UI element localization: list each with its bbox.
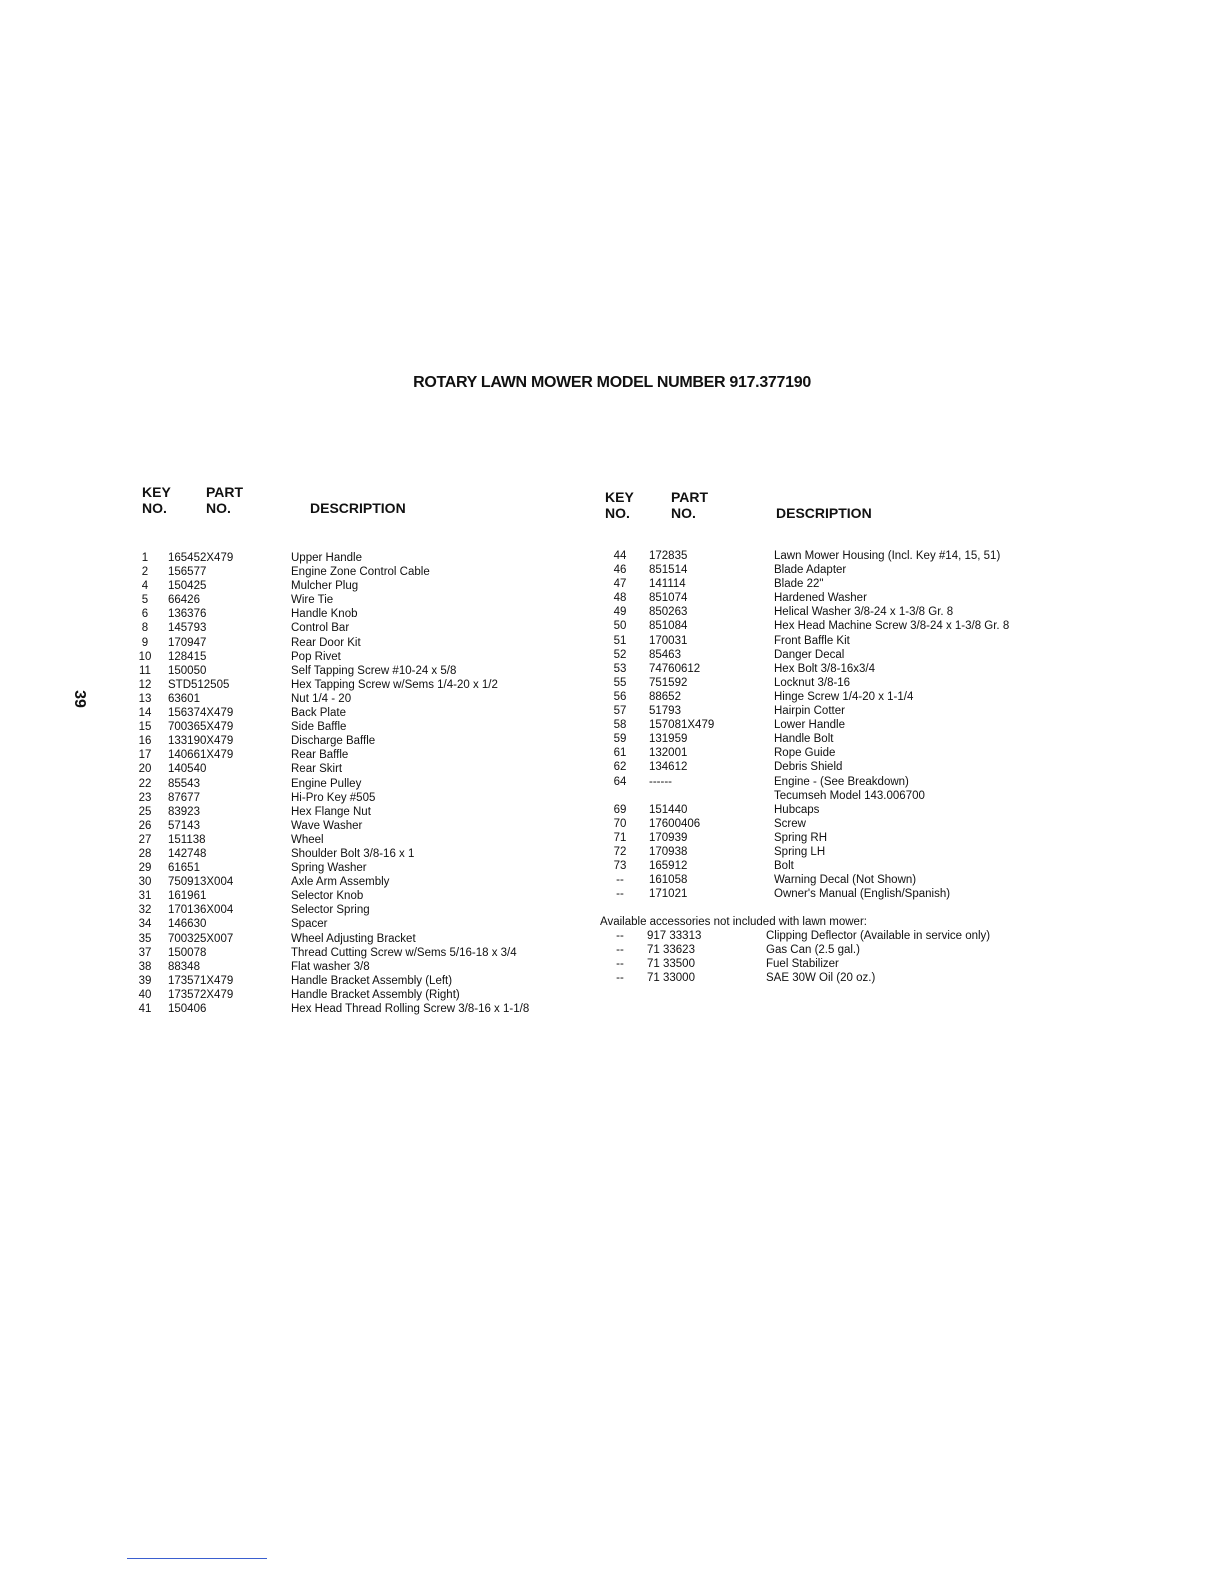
parts-row	[133, 791, 583, 805]
part-description: Hubcaps	[774, 803, 820, 816]
part-number: 85543	[168, 777, 200, 790]
part-number: 150078	[168, 946, 207, 959]
part-description: Rear Skirt	[291, 763, 343, 776]
key-number: 32	[138, 904, 152, 917]
parts-row	[133, 875, 583, 889]
part-description: Flat washer 3/8	[291, 960, 370, 973]
part-number: 142748	[168, 847, 207, 860]
parts-row	[133, 777, 583, 791]
part-number: 134612	[649, 761, 688, 774]
part-number: 57143	[168, 819, 200, 832]
parts-row	[608, 971, 1058, 985]
part-number: 88652	[649, 690, 681, 703]
part-description: Control Bar	[291, 622, 350, 635]
part-number: 66426	[168, 594, 200, 607]
part-description: Wheel Adjusting Bracket	[291, 932, 416, 945]
parts-row	[133, 734, 583, 748]
parts-row	[133, 974, 583, 988]
part-description: Upper Handle	[291, 552, 362, 564]
parts-row	[133, 650, 583, 664]
part-description: Handle Bolt	[774, 733, 834, 746]
part-description: Engine Pulley	[291, 777, 362, 790]
key-number: --	[616, 930, 624, 942]
left-description-header: DESCRIPTION	[310, 500, 406, 516]
key-number: 38	[138, 960, 152, 973]
parts-row	[608, 577, 1058, 591]
part-number: 146630	[168, 918, 207, 931]
part-number: 151440	[649, 803, 688, 816]
part-description: Engine Zone Control Cable	[291, 566, 430, 579]
parts-row	[133, 762, 583, 776]
part-description: Wheel	[291, 833, 324, 846]
part-number: 161961	[168, 890, 207, 903]
key-number: 5	[141, 594, 149, 607]
key-number: 41	[138, 1003, 152, 1015]
key-number: --	[616, 888, 624, 901]
part-description: Warning Decal (Not Shown)	[774, 874, 917, 887]
part-description: Bolt	[774, 860, 794, 873]
parts-row	[608, 943, 1058, 957]
parts-row	[608, 718, 1058, 732]
parts-row	[608, 775, 1058, 789]
key-number: 9	[141, 636, 149, 649]
part-number: 140540	[168, 763, 207, 776]
part-description: Nut 1/4 - 20	[291, 692, 352, 705]
part-number: 170031	[649, 634, 688, 647]
part-description: Back Plate	[291, 707, 346, 720]
key-number: 58	[613, 719, 627, 732]
key-number: 53	[613, 662, 627, 675]
key-number: 35	[138, 932, 152, 945]
parts-row	[133, 607, 583, 621]
part-number: 140661X479	[168, 749, 234, 762]
part-number: 700325X007	[168, 932, 234, 945]
parts-row	[133, 664, 583, 678]
part-description: Hex Bolt 3/8-16x3/4	[774, 662, 876, 675]
parts-row	[133, 1002, 583, 1016]
part-number: 150406	[168, 1003, 207, 1015]
key-number: 34	[138, 918, 152, 931]
part-description: Side Baffle	[291, 721, 347, 734]
part-description: Spring Washer	[291, 862, 367, 875]
key-number: 59	[613, 733, 627, 746]
part-number: 74760612	[649, 662, 701, 675]
part-number: 851514	[649, 564, 688, 577]
link-underline	[127, 1558, 267, 1559]
parts-row	[133, 946, 583, 960]
part-description: Rear Baffle	[291, 749, 349, 762]
part-number: 85463	[649, 648, 681, 661]
part-description: Wire Tie	[291, 594, 334, 607]
part-description: Hex Flange Nut	[291, 805, 371, 818]
key-number: 62	[613, 761, 627, 774]
parts-row	[608, 662, 1058, 676]
key-number: 37	[138, 946, 152, 959]
parts-row	[608, 732, 1058, 746]
part-description: Spacer	[291, 918, 328, 931]
key-number: 71	[613, 831, 627, 844]
part-description: Debris Shield	[774, 761, 843, 774]
accessories-note: Available accessories not included with lawn mower:	[600, 916, 867, 928]
part-description: SAE 30W Oil (20 oz.)	[766, 972, 876, 985]
part-number: 51793	[649, 705, 681, 718]
part-description: Blade Adapter	[774, 564, 847, 577]
key-number: 11	[139, 664, 151, 677]
part-number: 851074	[649, 592, 688, 605]
parts-row	[133, 706, 583, 720]
part-number: 173571X479	[168, 974, 234, 987]
parts-row	[608, 845, 1058, 859]
key-number: 2	[141, 566, 149, 579]
part-description: Shoulder Bolt 3/8-16 x 1	[291, 847, 415, 860]
parts-row	[133, 847, 583, 861]
part-number: 141114	[649, 578, 686, 591]
parts-row	[133, 579, 583, 593]
parts-row	[608, 619, 1058, 633]
key-number: --	[616, 874, 624, 887]
key-number: 15	[138, 721, 152, 734]
right-description-header: DESCRIPTION	[776, 505, 872, 521]
key-number: 12	[138, 678, 152, 691]
part-number: 700365X479	[168, 721, 234, 734]
key-number: 4	[141, 580, 149, 593]
page-title: ROTARY LAWN MOWER MODEL NUMBER 917.377190	[413, 374, 811, 391]
parts-row	[133, 833, 583, 847]
key-number: --	[616, 958, 624, 971]
part-number: 145793	[168, 622, 207, 635]
part-number: 171021	[649, 888, 688, 901]
parts-row	[608, 676, 1058, 690]
part-number: 851084	[649, 620, 688, 633]
part-description: Lawn Mower Housing (Incl. Key #14, 15, 51)	[774, 550, 1001, 562]
part-description: Spring LH	[774, 845, 826, 858]
parts-row	[133, 551, 583, 565]
part-description: Hairpin Cotter	[774, 705, 845, 718]
key-number: 73	[613, 860, 627, 873]
parts-row	[608, 760, 1058, 774]
part-number: 170939	[649, 831, 688, 844]
part-number: 151138	[168, 833, 206, 846]
page-number: 39	[70, 690, 88, 708]
parts-row	[608, 591, 1058, 605]
key-number: 48	[613, 592, 627, 605]
part-description: Rear Door Kit	[291, 636, 361, 649]
key-number: 29	[138, 862, 152, 875]
key-number: 16	[138, 735, 152, 748]
part-number: 131959	[649, 733, 688, 746]
part-description: Gas Can (2.5 gal.)	[766, 944, 860, 957]
parts-row	[133, 678, 583, 692]
accessories-list	[608, 929, 1058, 985]
key-number: 20	[138, 763, 152, 776]
parts-row	[133, 636, 583, 650]
key-number: 25	[138, 805, 152, 818]
part-number: 170938	[649, 845, 688, 858]
part-number: 917 33313	[647, 930, 702, 942]
parts-row	[608, 929, 1058, 943]
part-description: Lower Handle	[774, 719, 845, 732]
key-number: 64	[613, 775, 627, 788]
key-number: 61	[613, 747, 627, 760]
part-number: 71 33623	[647, 944, 695, 957]
key-number: 52	[613, 648, 627, 661]
part-description: Front Baffle Kit	[774, 634, 850, 647]
parts-row	[133, 861, 583, 875]
part-number: 173572X479	[168, 988, 234, 1001]
parts-row	[608, 803, 1058, 817]
key-number: 39	[138, 974, 152, 987]
left-key-header: KEY NO.	[142, 484, 171, 516]
parts-row	[133, 593, 583, 607]
key-number: 49	[613, 606, 627, 619]
part-description: Locknut 3/8-16	[774, 676, 851, 689]
key-number: 55	[613, 676, 627, 689]
part-description: Hex Head Thread Rolling Screw 3/8-16 x 1-1/8	[291, 1003, 530, 1015]
parts-row	[608, 690, 1058, 704]
key-number: 46	[613, 564, 627, 577]
part-description: Hex Head Machine Screw 3/8-24 x 1-3/8 Gr. 8	[774, 620, 1010, 633]
part-number: 165452X479	[168, 552, 234, 564]
key-number: 50	[613, 620, 627, 633]
part-number: 165912	[649, 860, 688, 873]
parts-row	[608, 704, 1058, 718]
part-description: Fuel Stabilizer	[766, 958, 839, 971]
part-description: Helical Washer 3/8-24 x 1-3/8 Gr. 8	[774, 606, 954, 619]
part-number: 170947	[168, 636, 207, 649]
key-number: 17	[138, 749, 152, 762]
parts-row	[133, 960, 583, 974]
parts-row	[133, 889, 583, 903]
parts-row	[608, 746, 1058, 760]
parts-row	[133, 565, 583, 579]
part-description: Hardened Washer	[774, 592, 867, 605]
part-description: Rope Guide	[774, 747, 836, 760]
parts-row	[133, 692, 583, 706]
part-number: 172835	[649, 550, 688, 562]
parts-row	[608, 887, 1058, 901]
part-number: 150425	[168, 580, 207, 593]
part-number: 150050	[168, 664, 207, 677]
part-number: 161058	[649, 874, 688, 887]
key-number: 51	[613, 634, 627, 647]
parts-row	[133, 748, 583, 762]
part-number: 132001	[649, 747, 688, 760]
parts-row	[608, 605, 1058, 619]
key-number: 72	[613, 845, 627, 858]
parts-row	[608, 859, 1058, 873]
part-number: 156577	[168, 566, 207, 579]
key-number: 30	[138, 876, 152, 889]
part-description: Pop Rivet	[291, 650, 341, 663]
part-description: Danger Decal	[774, 648, 845, 661]
key-number: 14	[138, 707, 152, 720]
part-number: 87677	[168, 791, 200, 804]
part-number: ------	[649, 775, 672, 788]
part-description: Selector Spring	[291, 904, 370, 917]
key-number: 56	[613, 690, 627, 703]
part-number: 850263	[649, 606, 688, 619]
part-number: STD512505	[168, 678, 230, 691]
part-description: Selector Knob	[291, 890, 364, 903]
part-description: Handle Knob	[291, 608, 358, 621]
part-number: 136376	[168, 608, 207, 621]
part-description: Mulcher Plug	[291, 580, 359, 593]
part-description: Self Tapping Screw #10-24 x 5/8	[291, 664, 457, 677]
part-description: Hi-Pro Key #505	[291, 791, 376, 804]
part-description: Handle Bracket Assembly (Left)	[291, 974, 453, 987]
part-number: 61651	[168, 862, 200, 875]
key-number: 70	[613, 817, 627, 830]
parts-row	[608, 957, 1058, 971]
part-description: Blade 22"	[774, 578, 824, 591]
part-number: 751592	[649, 676, 688, 689]
key-number: --	[616, 972, 624, 985]
parts-row	[133, 903, 583, 917]
left-part-header: PART NO.	[206, 484, 244, 516]
parts-row	[608, 873, 1058, 887]
key-number: 69	[613, 803, 627, 816]
part-description: Thread Cutting Screw w/Sems 5/16-18 x 3/4	[291, 946, 517, 959]
key-number: 27	[138, 833, 152, 846]
part-description: Screw	[774, 817, 806, 830]
key-number: 31	[138, 890, 152, 903]
key-number: 8	[141, 622, 149, 635]
parts-row	[608, 549, 1058, 563]
part-number: 88348	[168, 960, 200, 973]
part-description: Owner's Manual (English/Spanish)	[774, 888, 951, 901]
part-description: Wave Washer	[291, 819, 363, 832]
parts-row	[608, 831, 1058, 845]
parts-row	[608, 648, 1058, 662]
part-description: Discharge Baffle	[291, 735, 376, 748]
part-description: Clipping Deflector (Available in service only)	[766, 930, 991, 942]
key-number: --	[616, 944, 624, 957]
part-number: 17600406	[649, 817, 701, 830]
key-number: 44	[613, 550, 627, 562]
parts-row	[608, 817, 1058, 831]
right-key-header: KEY NO.	[605, 489, 634, 521]
key-number: 10	[138, 650, 152, 663]
part-number: 71 33000	[647, 972, 695, 985]
key-number: 22	[138, 777, 152, 790]
parts-row	[608, 789, 1058, 803]
parts-row	[608, 563, 1058, 577]
part-number: 157081X479	[649, 719, 715, 732]
key-number: 23	[138, 791, 152, 804]
part-description: Axle Arm Assembly	[291, 876, 390, 889]
part-number: 63601	[168, 692, 200, 705]
parts-row	[608, 634, 1058, 648]
parts-row	[133, 621, 583, 635]
parts-row	[133, 805, 583, 819]
key-number: 26	[138, 819, 152, 832]
left-parts-list	[133, 551, 583, 1016]
part-number: 750913X004	[168, 876, 234, 889]
part-number: 83923	[168, 805, 200, 818]
key-number: 28	[138, 847, 152, 860]
key-number: 6	[141, 608, 149, 621]
part-number: 133190X479	[168, 735, 234, 748]
part-description: Spring RH	[774, 831, 828, 844]
parts-row	[133, 988, 583, 1002]
parts-row	[133, 819, 583, 833]
key-number: 47	[613, 578, 627, 591]
part-description: Engine - (See Breakdown)	[774, 775, 909, 788]
parts-row	[133, 917, 583, 931]
part-number: 156374X479	[168, 707, 234, 720]
key-number: 13	[138, 692, 152, 705]
part-description: Hinge Screw 1/4-20 x 1-1/4	[774, 690, 914, 703]
part-number: 128415	[168, 650, 207, 663]
part-description: Tecumseh Model 143.006700	[774, 789, 925, 802]
right-parts-list	[608, 549, 1058, 901]
key-number: 40	[138, 988, 152, 1001]
parts-row	[133, 932, 583, 946]
part-number: 71 33500	[647, 958, 695, 971]
part-number: 170136X004	[168, 904, 234, 917]
key-number: 57	[613, 705, 627, 718]
key-number: 1	[141, 552, 149, 564]
part-description: Handle Bracket Assembly (Right)	[291, 988, 460, 1001]
part-description: Hex Tapping Screw w/Sems 1/4-20 x 1/2	[291, 678, 498, 691]
right-part-header: PART NO.	[671, 489, 709, 521]
parts-row	[133, 720, 583, 734]
